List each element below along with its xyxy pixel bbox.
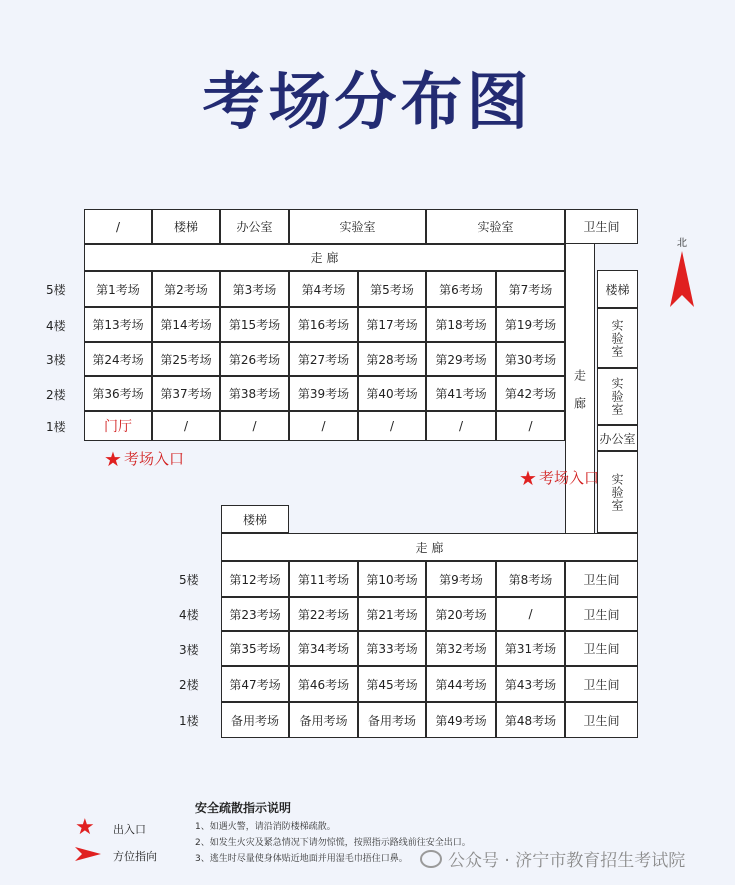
- main-entrance-marker: [104, 448, 184, 469]
- exam-room: 备用考场: [221, 702, 289, 738]
- watermark: [420, 846, 685, 871]
- exam-room: 第49考场: [426, 702, 496, 738]
- exam-room: 第38考场: [220, 376, 289, 411]
- top-row-room: 实验室: [289, 209, 426, 244]
- instruction-item: 1、如遇火警，请沿消防楼梯疏散。: [195, 822, 336, 832]
- top-row-room: 办公室: [220, 209, 289, 244]
- exam-room: 第13考场: [84, 307, 152, 342]
- exam-room: 第37考场: [152, 376, 220, 411]
- exam-room: 第32考场: [426, 631, 496, 666]
- exam-room: 第22考场: [289, 597, 358, 631]
- exam-room: 卫生间: [565, 702, 638, 738]
- floor-label: 3楼: [179, 642, 199, 657]
- instruction-item: 2、如发生火灾及紧急情况下请勿惊慌，按照指示路线前往安全出口。: [195, 838, 471, 848]
- wechat-icon: [420, 850, 442, 868]
- exam-room: 第39考场: [289, 376, 358, 411]
- wing-room: 楼梯: [597, 270, 638, 308]
- exam-room: 卫生间: [565, 597, 638, 631]
- north-indicator: [668, 234, 696, 313]
- exam-room: 第5考场: [358, 271, 426, 307]
- east-entrance-marker: [519, 467, 599, 488]
- instruction-item: 3、逃生时尽量使身体贴近地面并用湿毛巾捂住口鼻。: [195, 854, 408, 864]
- exam-room: 第17考场: [358, 307, 426, 342]
- star-icon: ★: [75, 815, 95, 840]
- corridor: 走 廊: [221, 533, 638, 561]
- wing-room: 实验室: [597, 451, 638, 533]
- floor-label: 1楼: [46, 420, 66, 434]
- exam-room: 卫生间: [565, 631, 638, 666]
- instructions-title: 安全疏散指示说明: [195, 801, 292, 815]
- exam-room: 第3考场: [220, 271, 289, 307]
- exam-room: /: [152, 411, 220, 441]
- exam-room: 第8考场: [496, 561, 565, 597]
- exam-room: /: [358, 411, 426, 441]
- exam-room: 第46考场: [289, 666, 358, 702]
- exam-room: 第4考场: [289, 271, 358, 307]
- floor-label: 4楼: [46, 318, 66, 333]
- exam-room: 第12考场: [221, 561, 289, 597]
- exam-room: 第43考场: [496, 666, 565, 702]
- exam-room: 备用考场: [358, 702, 426, 738]
- wing-room: 实验室: [597, 368, 638, 425]
- floor-label: 5楼: [179, 573, 199, 587]
- exam-room: 第29考场: [426, 342, 496, 376]
- exam-room: 备用考场: [289, 702, 358, 738]
- exam-room: 第2考场: [152, 271, 220, 307]
- exam-room: 第45考场: [358, 666, 426, 702]
- page-title: 考场分布图: [202, 65, 533, 138]
- exam-room: /: [426, 411, 496, 441]
- exam-room: /: [220, 411, 289, 441]
- exam-room: 第40考场: [358, 376, 426, 411]
- wing-room: 实验室: [597, 308, 638, 368]
- exam-room: 第31考场: [496, 631, 565, 666]
- exam-room: 卫生间: [565, 561, 638, 597]
- legend-entrance: [75, 815, 95, 840]
- north-arrow-icon: [668, 249, 696, 309]
- exam-room: 第18考场: [426, 307, 496, 342]
- exam-room: 第23考场: [221, 597, 289, 631]
- entrance-star-icon: ★: [519, 465, 537, 490]
- exam-room: 第42考场: [496, 376, 565, 411]
- exam-room: 第15考场: [220, 307, 289, 342]
- stairwell: 楼梯: [221, 505, 289, 533]
- legend-entrance-label: 出入口: [113, 823, 146, 836]
- exam-room: 第7考场: [496, 271, 565, 307]
- exam-room: 第41考场: [426, 376, 496, 411]
- exam-room: 第26考场: [220, 342, 289, 376]
- corridor: 走 廊: [565, 244, 595, 536]
- exam-room: 第10考场: [358, 561, 426, 597]
- legend-direction-label: 方位指向: [113, 850, 157, 863]
- floor-label: 3楼: [46, 353, 66, 367]
- exam-room: 第11考场: [289, 561, 358, 597]
- exam-room: 第1考场: [84, 271, 152, 307]
- watermark-text: 公众号 · 济宁市教育招生考试院: [448, 851, 686, 871]
- exam-room: 第28考场: [358, 342, 426, 376]
- exam-room: 第6考场: [426, 271, 496, 307]
- lobby: 门厅: [84, 411, 152, 441]
- exam-room: 第20考场: [426, 597, 496, 631]
- exam-room: /: [496, 411, 565, 441]
- exam-room: 第9考场: [426, 561, 496, 597]
- wing-room: 办公室: [597, 425, 638, 451]
- exam-room: 第27考场: [289, 342, 358, 376]
- exam-room: 第16考场: [289, 307, 358, 342]
- exam-room: 第30考场: [496, 342, 565, 376]
- exam-room: /: [496, 597, 565, 631]
- floor-label: 2楼: [179, 678, 199, 692]
- north-label: 北: [677, 238, 687, 249]
- exam-room: 卫生间: [565, 666, 638, 702]
- exam-room: 第21考场: [358, 597, 426, 631]
- main-entrance-label: 考场入口: [123, 450, 184, 468]
- exam-room: 第33考场: [358, 631, 426, 666]
- floor-label: 4楼: [179, 608, 199, 622]
- corridor: 走 廊: [84, 244, 565, 271]
- exam-room: 第25考场: [152, 342, 220, 376]
- exam-room: 第44考场: [426, 666, 496, 702]
- floor-label: 5楼: [46, 283, 66, 297]
- floor-label: 2楼: [46, 387, 66, 402]
- direction-arrow-icon: [75, 846, 101, 862]
- exam-room: /: [289, 411, 358, 441]
- exam-room: 第36考场: [84, 376, 152, 411]
- exam-room: 第19考场: [496, 307, 565, 342]
- top-row-room: 卫生间: [565, 209, 638, 244]
- entrance-star-icon: ★: [104, 446, 122, 471]
- exam-room: 第24考场: [84, 342, 152, 376]
- exam-room: 第35考场: [221, 631, 289, 666]
- exam-room: 第14考场: [152, 307, 220, 342]
- top-row-room: /: [84, 209, 152, 244]
- exam-room: 第48考场: [496, 702, 565, 738]
- east-entrance-label: 考场入口: [538, 469, 599, 487]
- top-row-room: 实验室: [426, 209, 565, 244]
- exam-room: 第34考场: [289, 631, 358, 666]
- top-row-room: 楼梯: [152, 209, 220, 244]
- exam-room: 第47考场: [221, 666, 289, 702]
- floor-label: 1楼: [179, 714, 199, 728]
